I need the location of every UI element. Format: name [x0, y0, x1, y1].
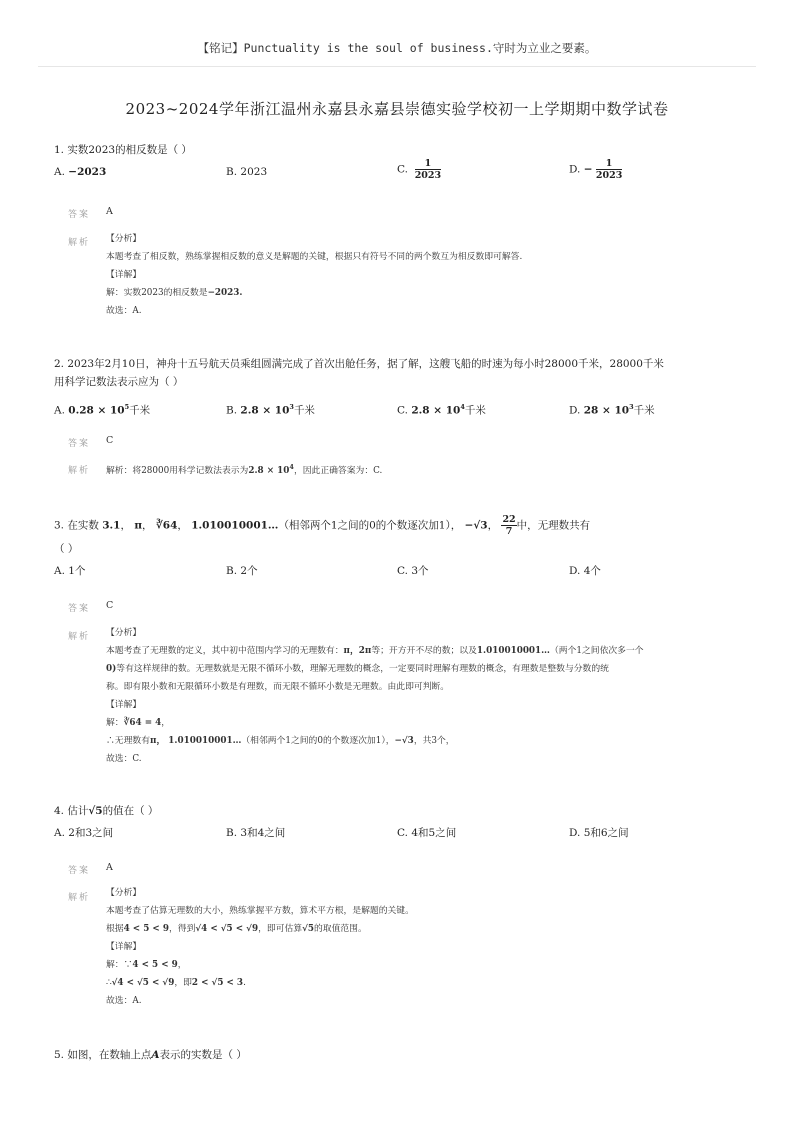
- question-4-answer: A: [106, 862, 113, 873]
- answer-label: 答案: [68, 866, 91, 876]
- question-1-explanation: 【分析】 本题考查了相反数，熟练掌握相反数的意义是解题的关键，根据只有符号不同的两个数互为相反数即可解答. 【详解】 解：实数2023的相反数是−2023. 故选：A.: [106, 234, 523, 316]
- question-1-option-b: B. 2023: [226, 166, 268, 178]
- question-4-option-c: C. 4和5之间: [397, 827, 457, 839]
- question-1-option-d: D. − $\frac{1}{2023}$: [569, 158, 623, 181]
- question-2-stem: 2. 2023年2月10日，神舟十五号航天员乘组圆满完成了首次出舱任务，据了解，这艘飞船的时速为每小时28000千米，28000千米 用科学记数法表示应为（ ）: [54, 358, 664, 388]
- question-3-answer: C: [106, 600, 114, 611]
- question-2-option-a: A. $0.28 \times 10^5$千米: [54, 403, 151, 417]
- question-3-explanation: 【分析】 本题考查了无理数的定义，其中初中范围内学习的无理数有：π，2π等；开方开不尽的数；以及1.010010001…（两个1之间依次多一个 0)等有这样规律的数。无理数就是无限不循环小数，理解无理数的概念，一定要同时理解有理数的概念，有理数是整数与分数的统 称。即有限小数和无限循环小数是有理数，而无限不循环小数是无理数。由此即可判断。 【详解】 解：∛64 = 4， ∴无理数有π， 1.010010001…（相邻两个1之间的0的个数逐次加1），−√3，共3个， 故选：C.: [106, 628, 644, 764]
- analysis-label: 解析: [68, 893, 91, 903]
- question-3-option-a: A. 1个: [54, 565, 86, 577]
- analysis-label: 解析: [68, 466, 91, 476]
- answer-label: 答案: [68, 210, 91, 220]
- question-2-answer: C: [106, 435, 114, 446]
- page-title: 2023~2024学年浙江温州永嘉县永嘉县崇德实验学校初一上学期期中数学试卷: [125, 100, 669, 118]
- question-4-option-d: D. 5和6之间: [569, 827, 629, 839]
- question-4-option-a: A. 2和3之间: [54, 827, 114, 839]
- question-3-option-c: C. 3个: [397, 565, 429, 577]
- question-3-option-b: B. 2个: [226, 565, 258, 577]
- question-4-stem: 4. 估计√5的值在（ ）: [54, 805, 159, 817]
- header-motto: 【铭记】Punctuality is the soul of business.守时为立业之要素。: [197, 41, 597, 55]
- question-2-option-b: B. $2.8 \times 10^3$千米: [226, 403, 315, 417]
- question-5-stem: 5. 如图，在数轴上点A表示的实数是（ ）: [54, 1049, 247, 1061]
- question-2-option-d: D. $28 \times 10^3$千米: [569, 403, 655, 417]
- fraction: $\frac{1}{2023}$: [595, 158, 623, 181]
- question-3-stem: 3. 在实数 3.1， π， ∛64， 1.010010001…（相邻两个1之间的0的个数逐次加1）， −√3， $\frac{22}{7}$ 中，无理数共有: [54, 514, 591, 537]
- answer-label: 答案: [68, 439, 91, 449]
- question-3-option-d: D. 4个: [569, 565, 601, 577]
- question-2-option-c: C. $2.8 \times 10^4$千米: [397, 403, 486, 417]
- question-1-option-a: A. −2023: [54, 166, 107, 178]
- answer-label: 答案: [68, 604, 91, 614]
- analysis-label: 解析: [68, 632, 91, 642]
- question-2-explanation: 解析：将28000用科学记数法表示为$2.8 \times 10^4$，因此正确答案为：C.: [106, 463, 383, 476]
- analysis-label: 解析: [68, 238, 91, 248]
- question-1-answer: A: [106, 206, 113, 217]
- question-4-option-b: B. 3和4之间: [226, 827, 286, 839]
- question-1-stem: 1. 实数2023的相反数是（ ）: [54, 144, 192, 156]
- question-4-explanation: 【分析】 本题考查了估算无理数的大小，熟练掌握平方数，算术平方根，是解题的关键。 根据4 < 5 < 9，得到√4 < √5 < √9，即可估算√5的取值范围。 【详解】 解：∵4 < 5 < 9， ∴√4 < √5 < √9，即2 < √5 < 3. 故选：A.: [106, 888, 414, 1006]
- question-3-stem-blank: （ ）: [54, 543, 79, 555]
- header-divider: [38, 66, 756, 67]
- fraction: $\frac{1}{2023}$: [414, 158, 442, 181]
- fraction: $\frac{22}{7}$: [502, 514, 516, 537]
- question-1-option-c: C. $\frac{1}{2023}$: [397, 158, 442, 181]
